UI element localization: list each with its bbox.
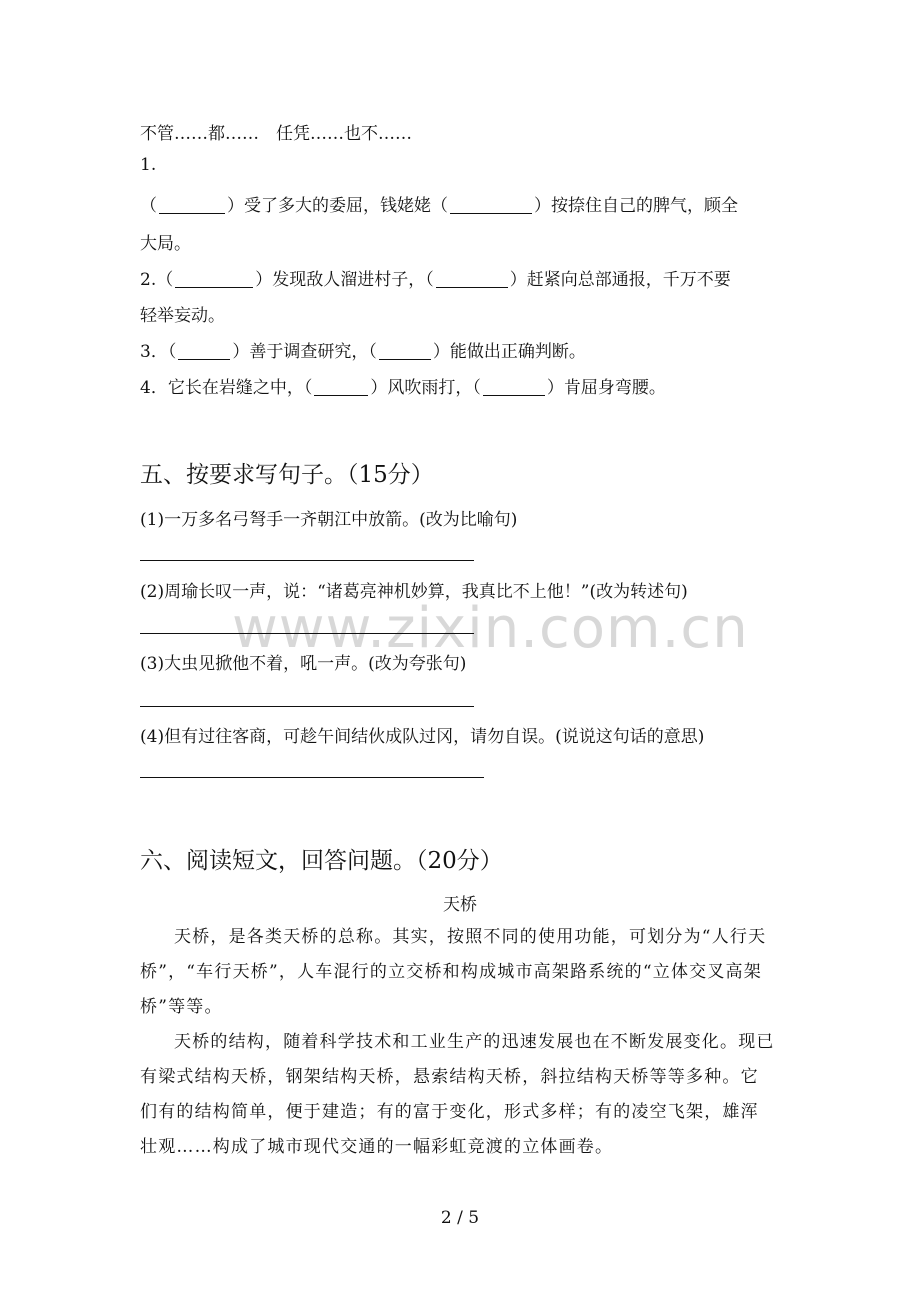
item-3-middle: ）善于调查研究，（: [232, 342, 377, 362]
item-4-line: [140, 373, 666, 398]
item-2-end: ）赶紧向总部通报，千万不要: [509, 270, 731, 290]
watermark: www.zixin.com.cn: [232, 596, 749, 661]
blank-4a[interactable]: [314, 378, 368, 396]
blank-1a[interactable]: [159, 196, 225, 214]
item-3-start: 3．（: [140, 342, 177, 362]
passage-title: 天桥: [443, 895, 477, 915]
blank-2a[interactable]: [175, 270, 253, 288]
item-2-line: [140, 265, 731, 290]
blank-1b[interactable]: [450, 196, 532, 214]
section-5-q1: (1)一万多名弓弩手一齐朝江中放箭。(改为比喻句): [140, 510, 518, 530]
item-1-middle: ）受了多大的委屈，钱姥姥（: [227, 196, 448, 216]
connectives-line: 不管……都…… 任凭……也不……: [140, 124, 412, 144]
item-1-end: ）按捺住自己的脾气，顾全: [534, 196, 738, 216]
blank-3a[interactable]: [178, 342, 230, 360]
blank-2b[interactable]: [436, 270, 508, 288]
item-1-continued: 大局。: [140, 234, 191, 254]
blank-3b[interactable]: [379, 342, 431, 360]
item-4-start: 4．它长在岩缝之中，（: [140, 378, 313, 398]
item-2-continued: 轻举妄动。: [140, 306, 225, 326]
item-1-number: 1.: [140, 155, 157, 175]
section-6-heading: 六、阅读短文，回答问题。（20分）: [140, 848, 503, 874]
item-4-middle: ）风吹雨打，（: [370, 378, 481, 398]
passage-paragraph-1: 天桥，是各类天桥的总称。其实，按照不同的使用功能，可划分为“人行天桥”，“车行天桥”，人车混行的立交桥和构成城市高架路系统的“立体交叉高架桥”等等。: [140, 927, 767, 1017]
item-2-start: 2.（: [140, 270, 174, 290]
answer-line-1[interactable]: [140, 560, 474, 561]
answer-line-2[interactable]: [140, 633, 474, 634]
blank-4b[interactable]: [483, 378, 545, 396]
item-4-end: ）肯屈身弯腰。: [546, 378, 666, 398]
section-5-heading: 五、按要求写句子。（15分）: [140, 462, 434, 488]
answer-line-4[interactable]: [140, 777, 484, 778]
section-5-q2: (2)周瑜长叹一声，说：“诸葛亮神机妙算，我真比不上他！”(改为转述句): [140, 582, 688, 602]
answer-line-3[interactable]: [140, 706, 474, 707]
item-1-line: [140, 191, 738, 216]
page-number: 2 / 5: [440, 1208, 480, 1228]
section-5-q3: (3)大虫见掀他不着，吼一声。(改为夸张句): [140, 654, 467, 674]
item-3-line: [140, 337, 586, 362]
item-1-open: （: [140, 196, 157, 216]
item-3-end: ）能做出正确判断。: [432, 342, 586, 362]
section-5-q4: (4)但有过往客商，可趁午间结伙成队过冈，请勿自误。(说说这句话的意思): [140, 727, 705, 747]
passage-paragraph-2: 天桥的结构，随着科学技术和工业生产的迅速发展也在不断发展变化。现已有梁式结构天桥，钢架结构天桥，悬索结构天桥，斜拉结构天桥等等多种。它们有的结构简单，便于建造；有的富于变化，形式多样；有的凌空飞架，雄浑壮观……构成了城市现代交通的一幅彩虹竞渡的立体画卷。: [140, 1032, 775, 1157]
item-2-middle: ）发现敌人溜进村子，（: [255, 270, 434, 290]
